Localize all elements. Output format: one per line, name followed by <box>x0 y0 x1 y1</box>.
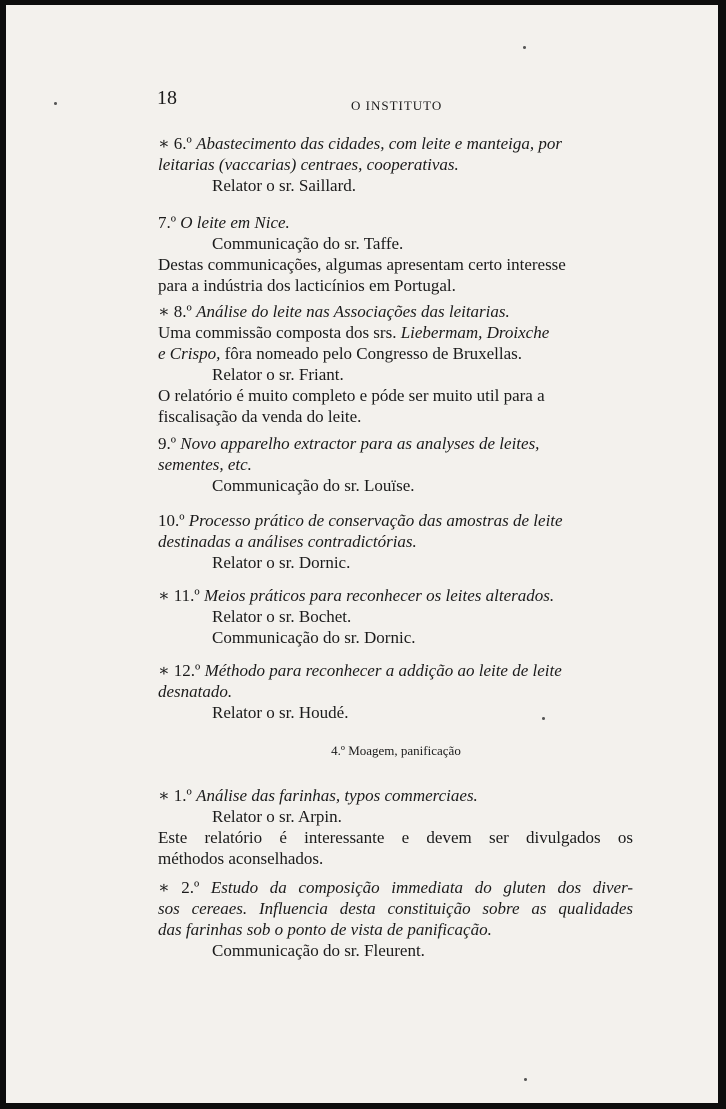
entry-9 <box>158 433 633 496</box>
entry-number: ∗ 2.º <box>158 878 200 897</box>
entry-title-cont: sementes, etc. <box>158 455 252 474</box>
running-title: O INSTITUTO <box>351 98 443 113</box>
entry-number: 7.º <box>158 213 177 232</box>
entry-title: Análise do leite nas Associações das leitarias. <box>196 302 510 321</box>
entry-title: Abastecimento das cidades, com leite e manteiga, por <box>196 134 562 153</box>
entry-7 <box>158 212 633 296</box>
entry-title: Estudo da composição immediata do gluten dos diver- <box>210 878 634 897</box>
entry-title: Novo apparelho extractor para as analyses de leites, <box>180 434 540 453</box>
paper-speck <box>542 717 545 720</box>
entry-title: Análise das farinhas, typos commerciaes. <box>196 786 478 805</box>
entry-11 <box>158 585 633 648</box>
entry-number: ∗ 1.º <box>158 786 192 805</box>
section-entry-1 <box>158 785 633 869</box>
entry-number: ∗ 6.º <box>158 134 192 153</box>
entry-number: ∗ 12.º <box>158 661 201 680</box>
entry-12 <box>158 660 633 723</box>
entry-title: O leite em Nice. <box>180 213 290 232</box>
entry-title-cont: das farinhas sob o ponto de vista de panificação. <box>158 920 492 939</box>
paper-speck <box>523 46 526 49</box>
entry-rapporteur: Relator o sr. Saillard. <box>212 176 357 195</box>
entry-number: 9.º <box>158 434 177 453</box>
entry-rapporteur: Relator o sr. Friant. <box>212 365 344 384</box>
entry-note: O relatório é muito completo e póde ser muito util para a <box>158 386 545 405</box>
entry-title: Meios práticos para reconhecer os leites alterados. <box>203 586 555 605</box>
entry-note: Destas communicações, algumas apresentam certo interesse <box>158 255 566 274</box>
entry-note-cont: méthodos aconselhados. <box>158 849 324 868</box>
entry-note-cont: para a indústria dos lacticínios em Portugal. <box>158 276 456 295</box>
entry-title-cont: leitarias (vaccarias) centraes, cooperativas. <box>158 155 459 174</box>
entry-title: Processo prático de conservação das amostras de leite <box>188 511 563 530</box>
section-entry-2 <box>158 877 633 961</box>
book-page <box>6 5 718 1103</box>
entry-communication: Communicação do sr. Louïse. <box>212 476 415 495</box>
entry-rapporteur: Relator o sr. Bochet. <box>212 607 352 626</box>
entry-communication: Communicação do sr. Taffe. <box>212 234 404 253</box>
entry-title-cont: sos cereaes. Influencia desta constituição sobre as qualidades <box>158 899 633 918</box>
entry-rapporteur: Relator o sr. Arpin. <box>212 807 342 826</box>
commission-text: Uma commissão composta dos srs. <box>158 323 401 342</box>
entry-rapporteur: Relator o sr. Dornic. <box>212 553 351 572</box>
commission-names-cont: e Crispo, <box>158 344 221 363</box>
entry-number: ∗ 11.º <box>158 586 200 605</box>
section-heading: 4.º Moagem, panificação <box>331 743 461 758</box>
entry-title: Méthodo para reconhecer a addição ao leite de leite <box>204 661 562 680</box>
entry-title-cont: desnatado. <box>158 682 233 701</box>
page-number: 18 <box>157 87 177 109</box>
entry-communication: Communicação do sr. Dornic. <box>212 628 416 647</box>
paper-speck <box>524 1078 527 1081</box>
commission-names: Liebermam, Droixche <box>400 323 550 342</box>
entry-10 <box>158 510 633 573</box>
commission-text-cont: fôra nomeado pelo Congresso de Bruxellas. <box>220 344 523 363</box>
paper-speck <box>54 102 57 105</box>
entry-8 <box>158 301 633 427</box>
entry-number: ∗ 8.º <box>158 302 192 321</box>
entry-note: Este relatório é interessante e devem ser divulgados os <box>158 828 633 847</box>
entry-communication: Communicação do sr. Fleurent. <box>212 941 425 960</box>
entry-rapporteur: Relator o sr. Houdé. <box>212 703 349 722</box>
entry-title-cont: destinadas a análises contradictórias. <box>158 532 417 551</box>
entry-6 <box>158 133 633 196</box>
entry-number: 10.º <box>158 511 185 530</box>
entry-note-cont: fiscalisação da venda do leite. <box>158 407 362 426</box>
